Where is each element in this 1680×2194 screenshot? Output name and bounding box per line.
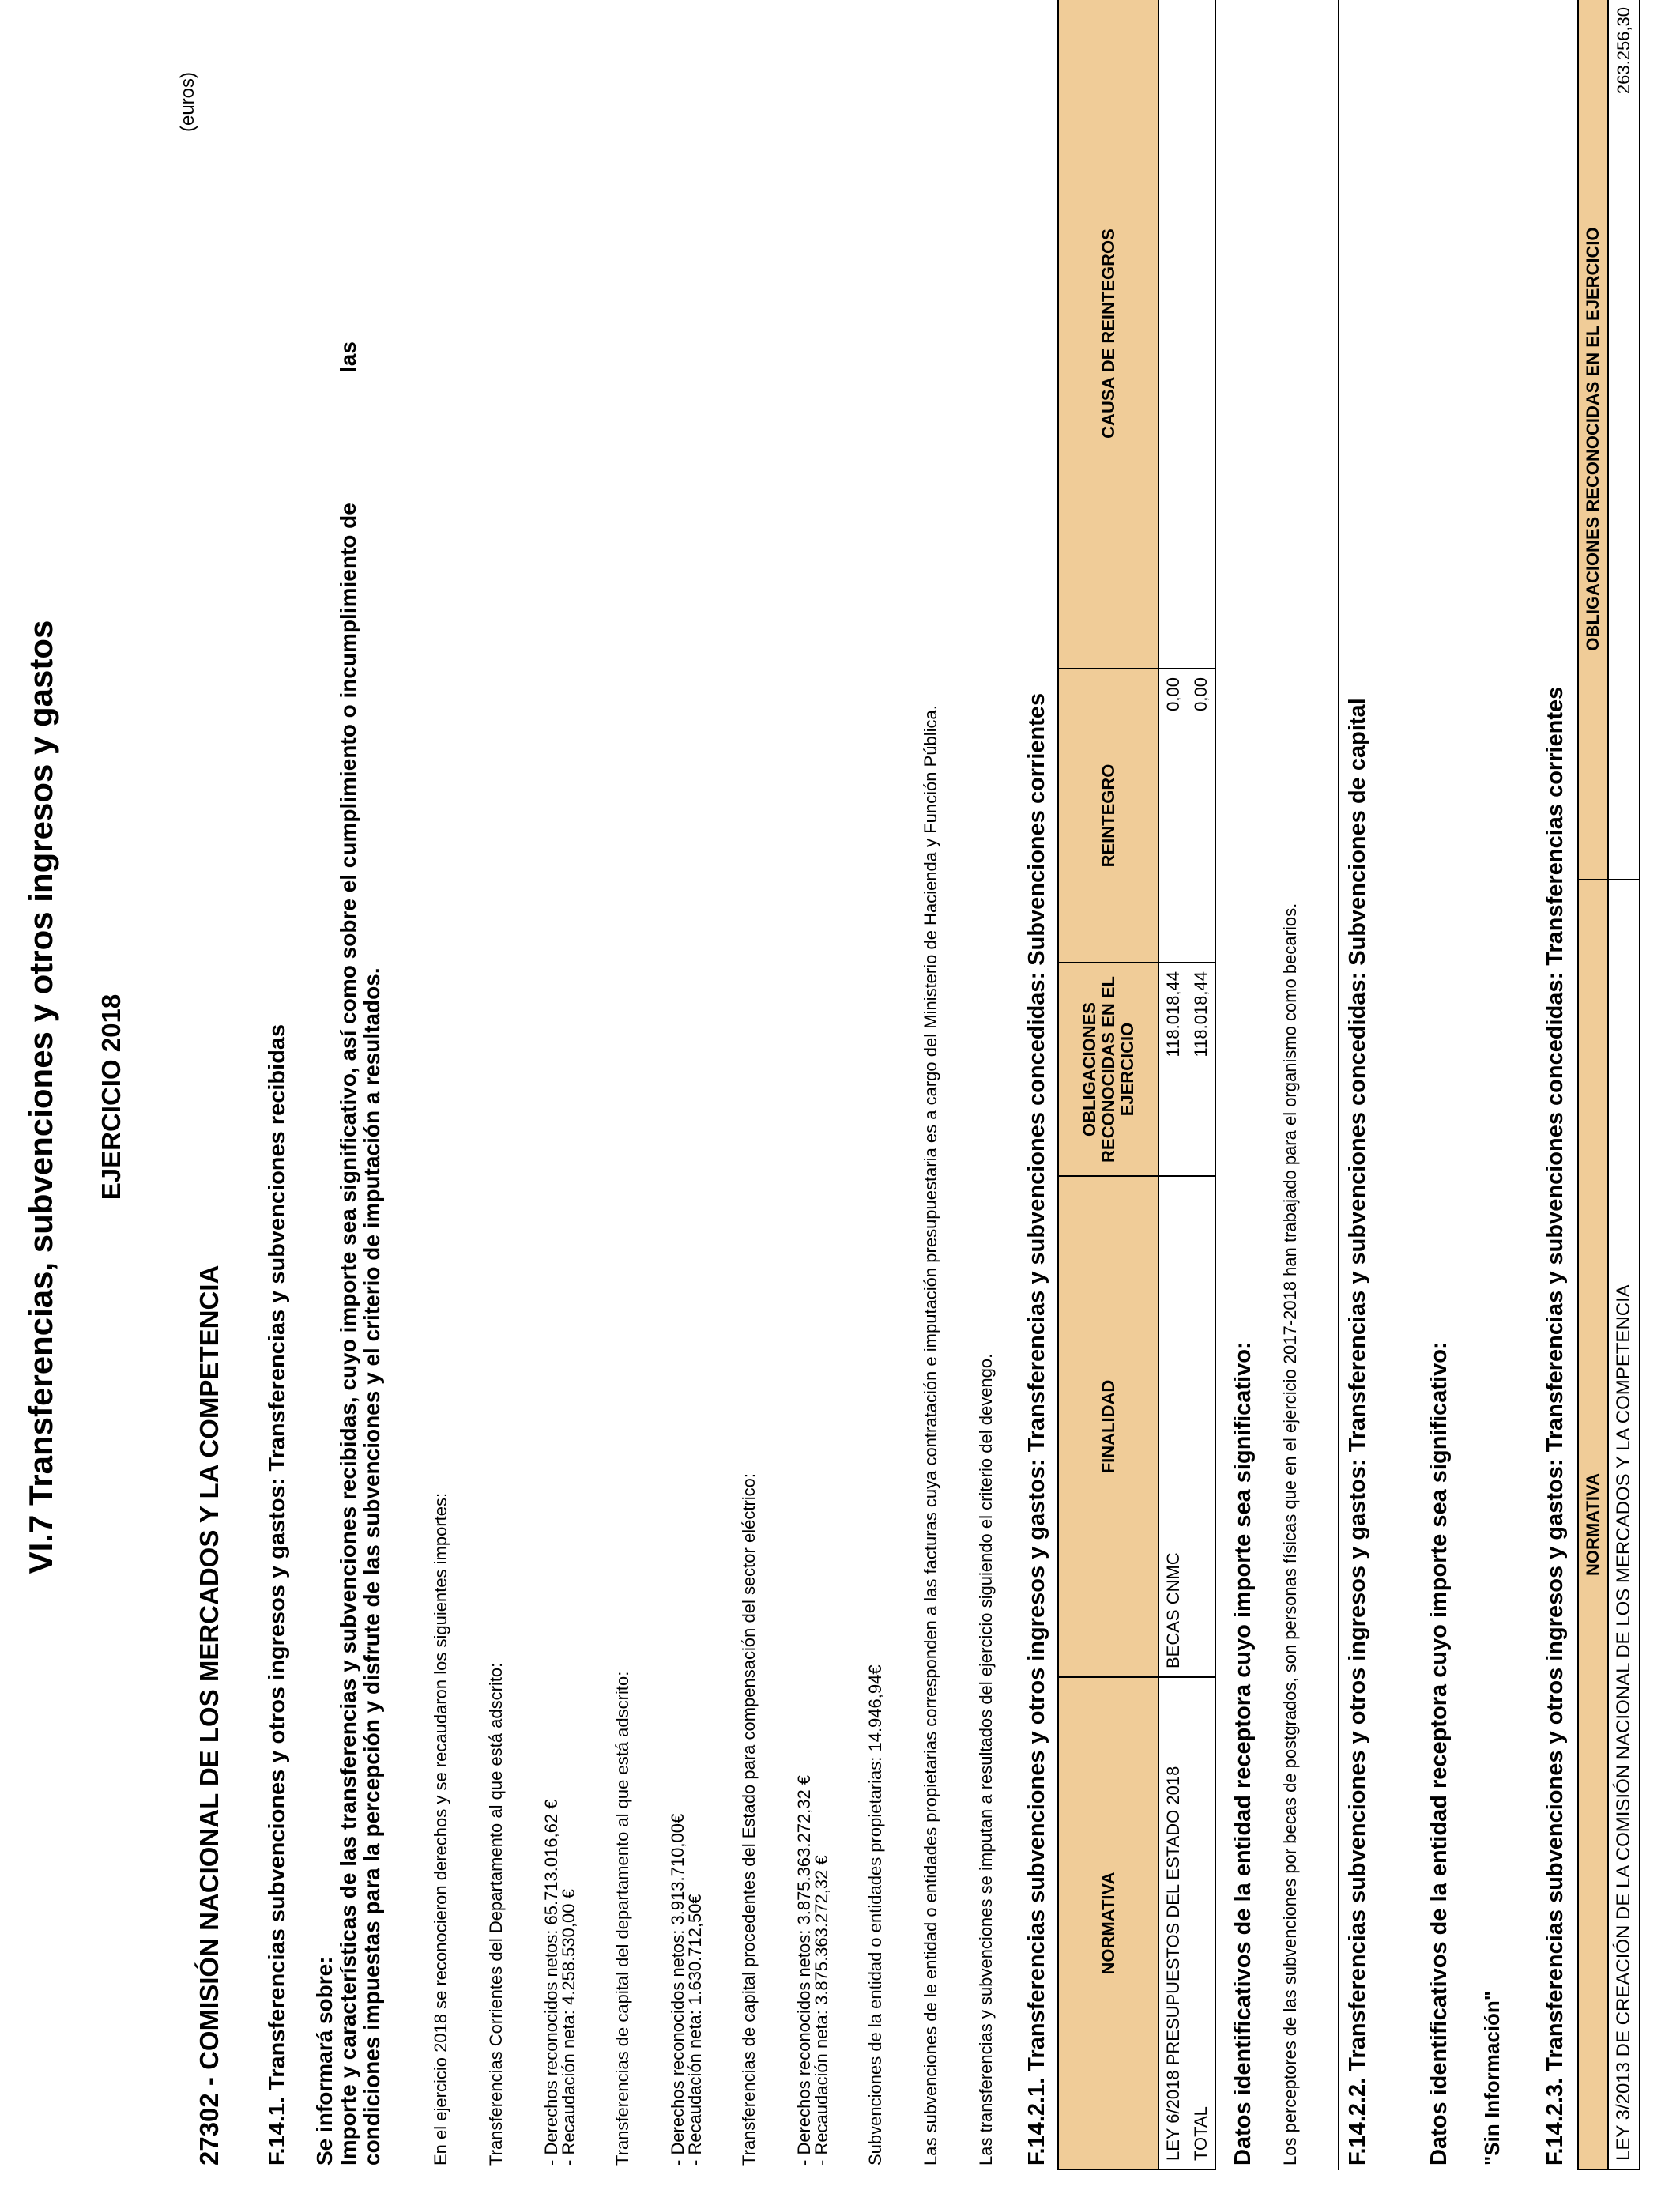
paragraph-imputan: Las transferencias y subvenciones se imputan a resultados del ejercicio siguiendo el criterio del devengo.: [976, 1353, 996, 2166]
tc-recaudacion: - Recaudación neta: 4.258.530,00 €: [559, 1889, 578, 2166]
datos-heading-capital: Datos identificativos de la entidad receptora cuyo importe sea significativo:: [1426, 1341, 1452, 2166]
units-label: (euros): [177, 71, 198, 132]
table-row-total: [1187, 0, 1215, 2169]
inform-line-1: Importe y características de las transferencias y subvenciones recibidas, cuyo importe sea significativo, así como sobre el cumplimiento o incumplimiento de: [336, 503, 360, 2166]
tc-derechos: - Derechos reconocidos netos: 65.713.016,62 €: [541, 1799, 561, 2166]
cell-normativa: LEY 6/2018 PRESUPUESTOS DEL ESTADO 2018: [1158, 1677, 1187, 2169]
datos-heading: Datos identificativos de la entidad receptora cuyo importe sea significativo:: [1230, 1341, 1256, 2166]
paragraph-intro: En el ejercicio 2018 se reconocieron derechos y se recaudaron los siguientes importes:: [431, 1492, 450, 2166]
column-header-causa: CAUSA DE REINTEGROS: [1058, 0, 1158, 669]
paragraph-facturas: Las subvenciones de le entidad o entidades propietarias corresponden a las facturas cuya contratación e imputación presupuestaria es a cargo del Ministerio de Hacienda y Función Pública.: [921, 705, 940, 2166]
obligaciones-header-line: EJERCICIO: [1117, 1022, 1137, 1117]
section-heading-f14422: F.14.2.2. Transferencias subvenciones y otros ingresos y gastos: Transferencias y subvenciones concedidas: Subvenciones de capital: [1345, 698, 1370, 2166]
entity-heading: 27302 - COMISIÓN NACIONAL DE LOS MERCADOS Y LA COMPETENCIA: [194, 1265, 224, 2166]
sin-informacion: "Sin Información": [1480, 1990, 1504, 2166]
cell-obligaciones: 118.018,44: [1158, 963, 1187, 1176]
inform-label: Se informará sobre:: [312, 1956, 337, 2166]
tk-recaudacion: - Recaudación neta: 1.630.712,50€: [685, 1894, 705, 2166]
ejercicio-label: EJERCICIO 2018: [96, 993, 126, 1201]
obligaciones-header-line: OBLIGACIONES: [1079, 1002, 1099, 1137]
cell-finalidad: BECAS CNMC: [1158, 1176, 1187, 1677]
inform-line-1-end: las: [336, 341, 360, 372]
cell-finalidad: [1187, 1176, 1215, 1677]
column-header-normativa: NORMATIVA: [1058, 1677, 1158, 2169]
paragraph-transferencias-capital: Transferencias de capital del departamento al que está adscrito:: [612, 1671, 632, 2166]
cell-normativa: LEY 3/2013 DE CREACIÓN DE LA COMISIÓN NACIONAL DE LOS MERCADOS Y LA COMPETENCIA: [1608, 880, 1640, 2169]
column-header-finalidad: FINALIDAD: [1058, 1176, 1158, 1677]
divider: [1338, 0, 1339, 2170]
section-heading-f14421: F.14.2.1. Transferencias subvenciones y otros ingresos y gastos: Transferencias y subvenciones concedidas: Subvenciones corrientes: [1024, 692, 1049, 2166]
paragraph-transferencias-estado: Transferencias de capital procedentes del Estado para compensación del sector eléctrico:: [739, 1472, 759, 2166]
tk-derechos: - Derechos reconocidos netos: 3.913.710,00€: [668, 1813, 687, 2166]
column-header-normativa: NORMATIVA: [1578, 880, 1608, 2169]
cell-reintegro: 0,00: [1158, 669, 1187, 963]
paragraph-propietarias: Subvenciones de la entidad o entidades propietarias: 14.946,94€: [865, 1664, 885, 2166]
te-derechos: - Derechos reconocidos netos: 3.875.363.272,32 €: [794, 1774, 814, 2166]
cell-causa: [1158, 0, 1187, 669]
obligaciones-header-line: RECONOCIDAS EN EL: [1098, 976, 1118, 1163]
inform-line-2: condiciones impuestas para la percepción y disfrute de las subvenciones y el criterio de imputación a resultados.: [360, 967, 384, 2166]
table-row: [1608, 0, 1640, 2169]
paragraph-transferencias-corrientes: Transferencias Corrientes del Departamento al que está adscrito:: [486, 1662, 506, 2166]
datos-text: Los perceptores de las subvenciones por becas de postgrados, son personas físicas que en el ejercicio 2017-2018 han trabajado para el organismo como becarios.: [1280, 903, 1300, 2166]
cell-obligaciones: 118.018,44: [1187, 963, 1215, 1176]
table-row: [1158, 0, 1187, 2169]
column-header-obligaciones: OBLIGACIONES RECONOCIDAS EN EL EJERCICIO: [1578, 0, 1608, 880]
cell-obligaciones: 263.256,30: [1608, 0, 1640, 880]
te-recaudacion: - Recaudación neta: 3.875.363.272,32 €: [812, 1855, 831, 2166]
page-title: VI.7 Transferencias, subvenciones y otros ingresos y gastos: [22, 620, 59, 1574]
subvenciones-corrientes-table: [1057, 0, 1216, 2170]
cell-normativa: TOTAL: [1187, 1677, 1215, 2169]
section-heading-f14423: F.14.2.3. Transferencias subvenciones y otros ingresos y gastos: Transferencias y subvenciones concedidas: Transferencias corrientes: [1543, 686, 1568, 2166]
column-header-reintegro: REINTEGRO: [1058, 669, 1158, 963]
cell-causa: [1187, 0, 1215, 669]
column-header-obligaciones: [1058, 963, 1158, 1176]
transferencias-corrientes-table: [1577, 0, 1640, 2170]
section-heading-f1441: F.14.1. Transferencias subvenciones y otros ingresos y gastos: Transferencias y subvenciones recibidas: [265, 1023, 290, 2166]
cell-reintegro: 0,00: [1187, 669, 1215, 963]
